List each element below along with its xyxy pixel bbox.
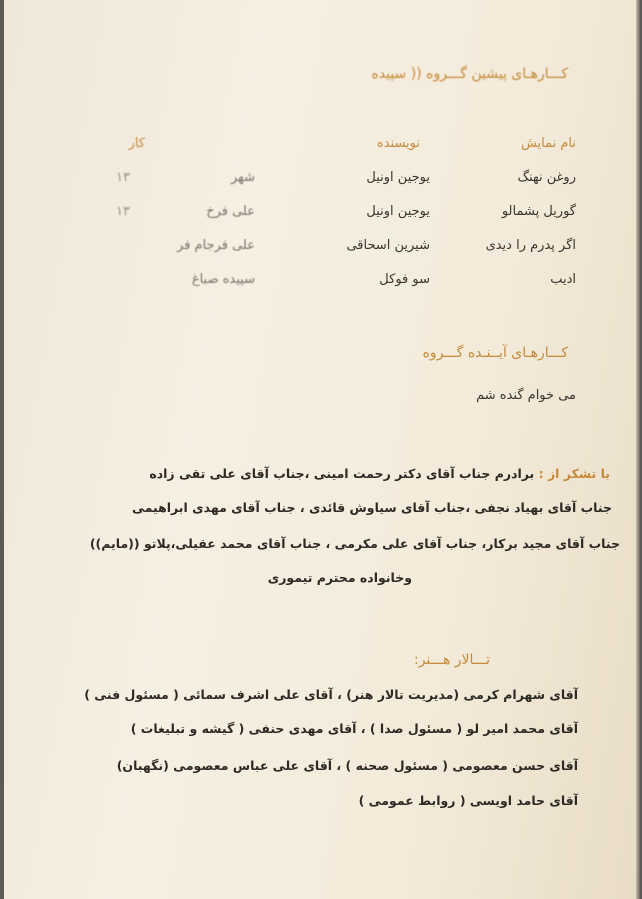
hall-title: تـــالار هـــنر:: [413, 652, 490, 668]
row-4-director: سپیده صباغ: [191, 272, 255, 287]
staff-line-2: آقای محمد امیر لو ( مسئول صدا ) ، آقای مهدی حنفی ( گیشه و تبلیغات ): [130, 721, 578, 736]
thanks-line-3: جناب آقای مجید برکار، جناب آقای علی مکرمی ، جناب آقای محمد عقیلی،پلاتو ((مایم)): [89, 536, 620, 551]
past-works-title: کـــارهـای پیشین گـــروه (( سپیده: [371, 66, 568, 82]
thanks-line-4: وخانواده محترم تیموری: [267, 570, 412, 585]
thanks-line-1: [20, 466, 610, 481]
row-1-director: شهر: [230, 170, 255, 185]
row-3-play: اگر پدرم را دیدی: [485, 238, 576, 253]
row-2-year: ۱۳: [116, 204, 130, 219]
row-4-writer: سو فوکل: [379, 272, 430, 287]
staff-line-1: آقای شهرام کرمی (مدیریت تالار هنر) ، آقای علی اشرف سمائی ( مسئول فنی ): [84, 687, 578, 702]
row-2-director: علی فرخ: [206, 204, 255, 219]
staff-line-3: آقای حسن معصومی ( مسئول صحنه ) ، آقای علی عباس معصومی (نگهبان): [116, 758, 578, 773]
row-1-year: ۱۳: [116, 170, 130, 185]
row-4-play: ادیب: [550, 272, 576, 287]
header-writer: نویسنده: [376, 136, 420, 151]
program-page: [4, 0, 640, 899]
page-edge: [636, 0, 640, 899]
row-3-writer: شیرین اسحاقی: [346, 238, 430, 253]
thanks-line-2: جناب آقای بهیاد نجفی ،جناب آقای سیاوش قائدی ، جناب آقای مهدی ابراهیمی: [131, 500, 612, 515]
header-play: نام نمایش: [520, 136, 576, 151]
row-2-play: گوریل پشمالو: [501, 204, 576, 219]
thanks-line-1-text: برادرم جناب آقای دکتر رحمت امینی ،جناب آقای علی تقی زاده: [149, 466, 535, 481]
row-1-writer: یوجین اونیل: [366, 170, 430, 185]
thanks-prefix: با تشکر از :: [538, 466, 610, 481]
header-director: کار: [128, 136, 145, 151]
future-works-text: می خوام گنده شم: [476, 388, 576, 403]
future-works-title: کـــارهـای آیــنـده گـــروه: [422, 345, 568, 361]
staff-line-4: آقای حامد اویسی ( روابط عمومی ): [358, 793, 578, 808]
row-2-writer: یوجین اونیل: [366, 204, 430, 219]
row-3-director: علی فرجام فر: [177, 238, 255, 253]
row-1-play: روغن نهنگ: [517, 170, 576, 185]
